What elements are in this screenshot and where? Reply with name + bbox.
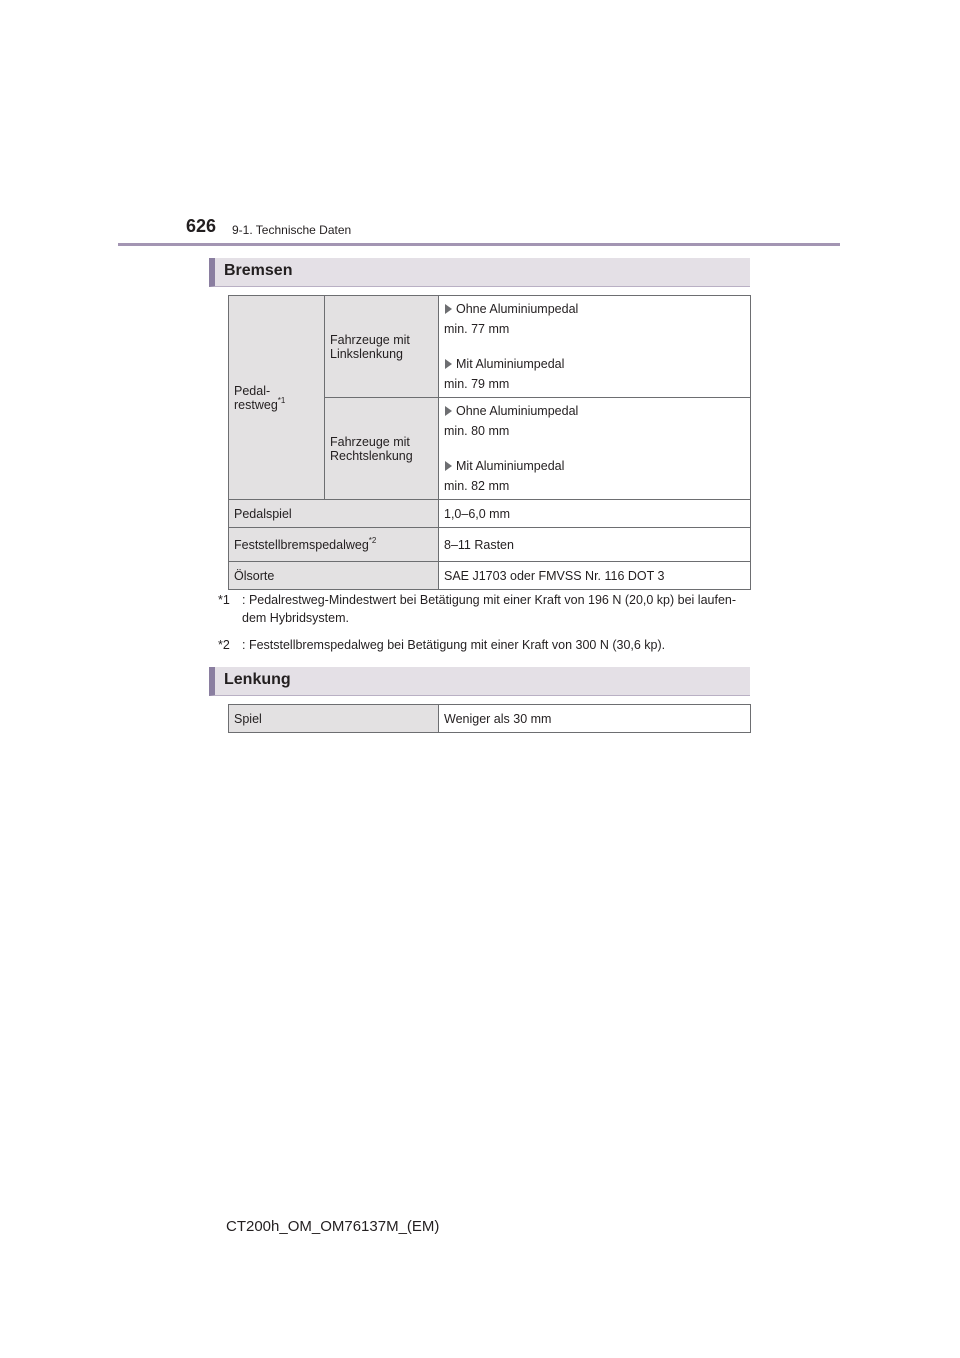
right-hand-values xyxy=(439,398,751,500)
right-hand-label-line1: Fahrzeuge mit xyxy=(330,434,410,449)
footnote-2 xyxy=(218,636,665,654)
pedal-play-value: 1,0–6,0 mm xyxy=(439,500,751,528)
left-hand-values xyxy=(439,296,751,398)
table-row xyxy=(229,705,751,733)
left-hand-label-line2: Linkslenkung xyxy=(330,346,403,361)
option-value: min. 82 mm xyxy=(444,479,510,493)
option-value: min. 80 mm xyxy=(444,424,510,438)
option-value: min. 79 mm xyxy=(444,377,510,391)
pedal-play-label xyxy=(229,500,439,528)
option-title: Ohne Aluminiumpedal xyxy=(456,302,579,316)
fluid-type-value: SAE J1703 oder FMVSS Nr. 116 DOT 3 xyxy=(439,562,751,590)
option-title: Ohne Aluminiumpedal xyxy=(456,404,579,418)
triangle-right-icon xyxy=(445,461,452,471)
row-label: Feststellbremspedalweg xyxy=(234,537,369,552)
fluid-type-label xyxy=(229,562,439,590)
option-value: min. 77 mm xyxy=(444,322,510,336)
section-title: 9-1. Technische Daten xyxy=(232,223,352,237)
steering-play-label: Spiel xyxy=(229,705,439,733)
footnote-1 xyxy=(218,591,736,627)
row-label: Pedalspiel xyxy=(234,506,292,521)
parking-brake-label xyxy=(229,528,439,562)
table-row xyxy=(229,562,751,590)
pedal-travel-label-line1: Pedal- xyxy=(234,383,271,398)
triangle-right-icon xyxy=(445,304,452,314)
document-code: CT200h_OM_OM76137M_(EM) xyxy=(226,1218,440,1235)
header-rule xyxy=(118,243,840,246)
brakes-table xyxy=(228,295,751,590)
option-title: Mit Aluminiumpedal xyxy=(456,357,565,371)
table-row xyxy=(229,528,751,562)
footnote-text: : Pedalrestweg-Mindestwert bei Betätigung mit einer Kraft von 196 N (20,0 kp) bei laufen- xyxy=(242,593,737,607)
section-heading-steering: Lenkung xyxy=(224,671,291,688)
triangle-right-icon xyxy=(445,359,452,369)
triangle-right-icon xyxy=(445,406,452,416)
footnote-ref-2: *2 xyxy=(368,535,377,545)
parking-brake-value: 8–11 Rasten xyxy=(439,528,751,562)
section-bar-steering xyxy=(209,667,750,696)
right-hand-label-line2: Rechtslenkung xyxy=(330,448,413,463)
footnote-ref-1: *1 xyxy=(277,395,286,405)
pedal-travel-label-line2: restweg xyxy=(234,397,278,412)
left-hand-drive-label xyxy=(325,296,439,398)
page-number: 626 xyxy=(186,216,217,236)
footnote-mark: *2 xyxy=(218,638,230,652)
right-hand-drive-label xyxy=(325,398,439,500)
row-label: Ölsorte xyxy=(234,568,275,583)
steering-table xyxy=(228,704,751,733)
option-title: Mit Aluminiumpedal xyxy=(456,459,565,473)
footnote-text-cont: dem Hybridsystem. xyxy=(242,611,349,625)
steering-play-value: Weniger als 30 mm xyxy=(439,705,751,733)
section-bar-brakes xyxy=(209,258,750,287)
left-hand-label-line1: Fahrzeuge mit xyxy=(330,332,410,347)
table-row xyxy=(229,500,751,528)
section-heading-brakes: Bremsen xyxy=(224,262,293,279)
pedal-travel-label xyxy=(229,296,325,500)
footnote-text: : Feststellbremspedalweg bei Betätigung mit einer Kraft von 300 N (30,6 kp). xyxy=(242,638,666,652)
footnote-mark: *1 xyxy=(218,593,230,607)
